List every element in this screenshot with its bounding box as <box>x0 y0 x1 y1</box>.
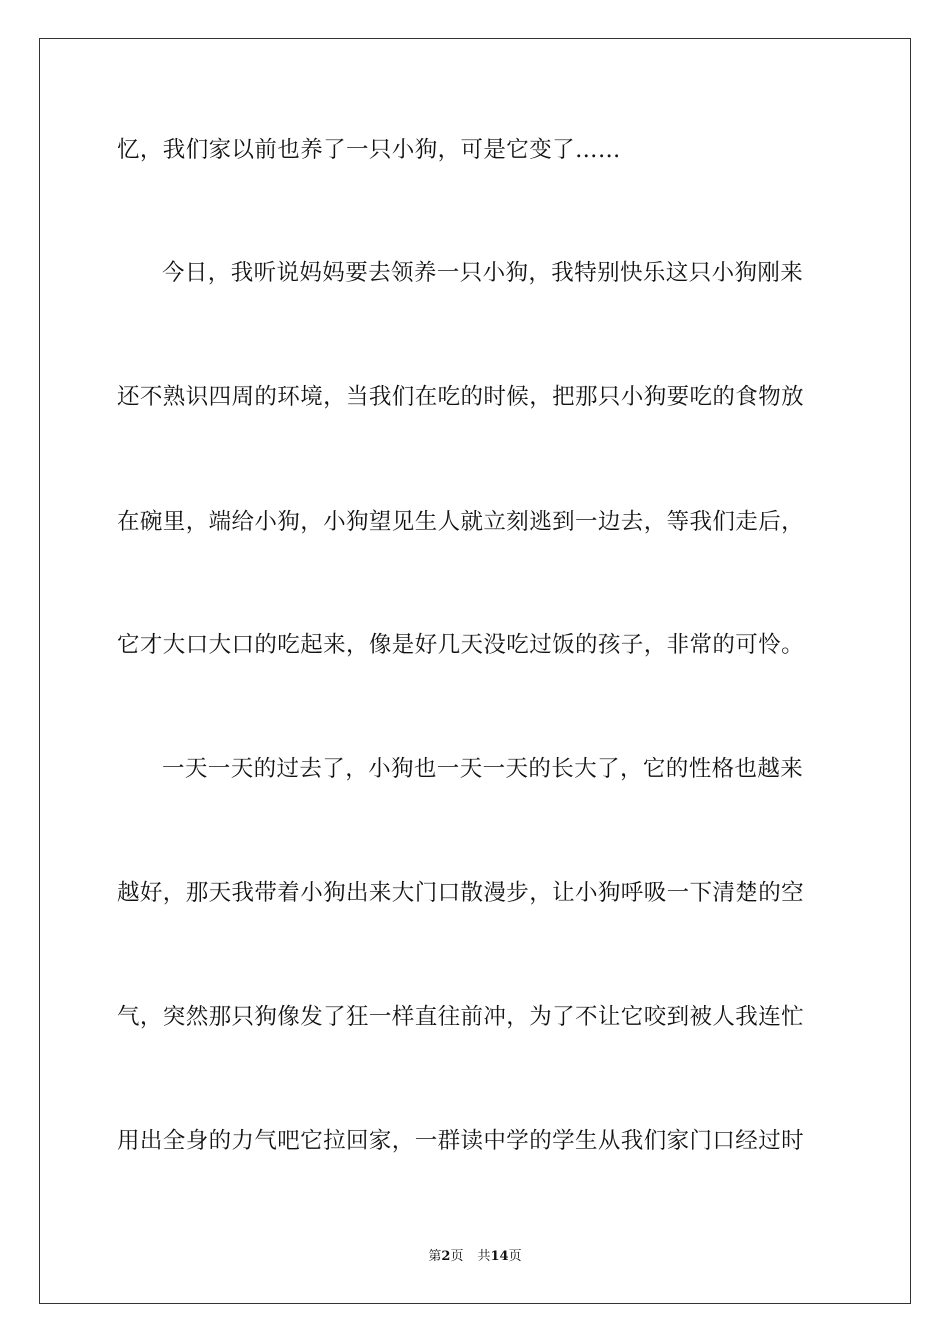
text-line: 它才大口大口的吃起来，像是好几天没吃过饭的孩子，非常的可怜。 <box>117 632 805 658</box>
text-line: 还不熟识四周的环境，当我们在吃的时候，把那只小狗要吃的食物放 <box>117 384 805 410</box>
text-line: 气，突然那只狗像发了狂一样直往前冲，为了不让它咬到被人我连忙 <box>117 1004 805 1030</box>
page-prefix: 第 <box>428 1249 442 1264</box>
paragraph-start-line: 今日，我听说妈妈要去领养一只小狗，我特别快乐这只小狗刚来 <box>162 260 804 286</box>
page-footer <box>0 1249 950 1265</box>
text-line: 越好，那天我带着小狗出来大门口散漫步，让小狗呼吸一下清楚的空 <box>117 880 805 906</box>
total-suffix: 页 <box>508 1249 522 1264</box>
current-page-number: 2 <box>441 1249 451 1264</box>
total-prefix: 共 <box>477 1249 491 1264</box>
page-border <box>39 38 911 1304</box>
text-line: 在碗里，端给小狗，小狗望见生人就立刻逃到一边去，等我们走后， <box>117 509 805 535</box>
text-line: 忆，我们家以前也养了一只小狗，可是它变了…… <box>117 137 621 163</box>
page-suffix: 页 <box>450 1249 464 1264</box>
paragraph-start-line: 一天一天的过去了，小狗也一天一天的长大了，它的性格也越来 <box>162 756 804 782</box>
text-line: 用出全身的力气吧它拉回家，一群读中学的学生从我们家门口经过时 <box>117 1128 805 1154</box>
total-page-number: 14 <box>490 1249 509 1264</box>
